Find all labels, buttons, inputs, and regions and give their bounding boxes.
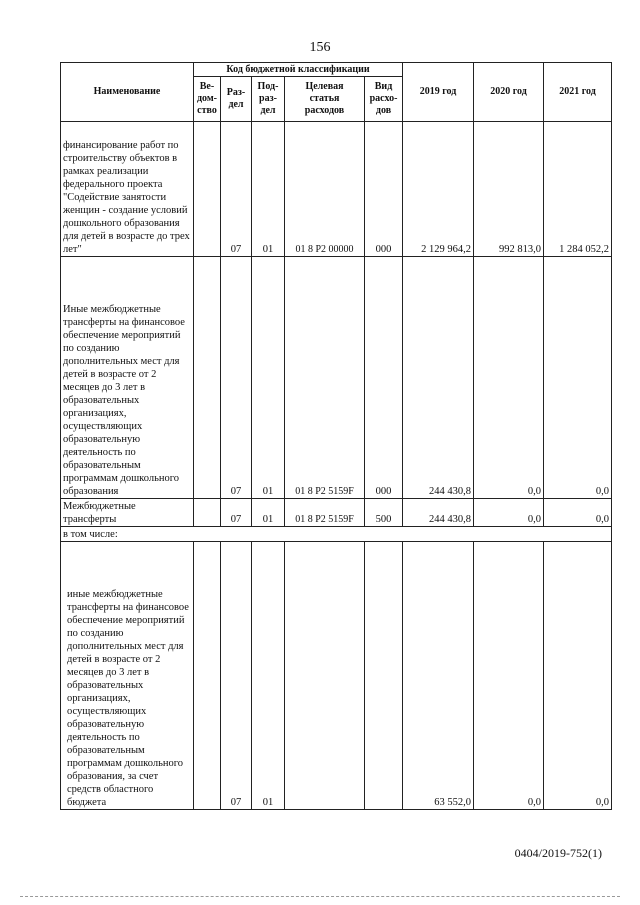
table-row — [61, 257, 612, 499]
row-section: 07 — [221, 542, 252, 810]
row-kind: 000 — [365, 122, 403, 257]
header-dept: Ве- дом- ство — [194, 77, 221, 122]
row-subsection: 01 — [252, 257, 285, 499]
row-2020: 992 813,0 — [474, 122, 544, 257]
header-classification: Код бюджетной классификации — [194, 63, 403, 77]
row-subsection: 01 — [252, 499, 285, 527]
row-2021: 1 284 052,2 — [544, 122, 612, 257]
row-2021: 0,0 — [544, 542, 612, 810]
row-dept — [194, 257, 221, 499]
page-number: 156 — [309, 40, 331, 55]
row-2019: 244 430,8 — [403, 499, 474, 527]
row-section: 07 — [221, 257, 252, 499]
header-name: Наименование — [61, 63, 194, 122]
row-name: в том числе: — [61, 527, 612, 542]
page-bottom-divider — [20, 896, 620, 897]
table-row — [61, 499, 612, 527]
row-dept — [194, 122, 221, 257]
row-kind: 500 — [365, 499, 403, 527]
row-dept — [194, 542, 221, 810]
row-name: финансирование работ по строительству объектов в рамках реализации федерального проекта "Содействие занятости женщин - создание условий дошкольного образования для детей в возрасте до трех лет" — [61, 122, 194, 257]
row-dept — [194, 499, 221, 527]
row-2020: 0,0 — [474, 257, 544, 499]
row-name: Межбюджетные трансферты — [61, 499, 194, 527]
row-2019: 63 552,0 — [403, 542, 474, 810]
header-target: Целевая статья расходов — [285, 77, 365, 122]
row-2019: 2 129 964,2 — [403, 122, 474, 257]
row-2020: 0,0 — [474, 542, 544, 810]
row-section: 07 — [221, 122, 252, 257]
row-section: 07 — [221, 499, 252, 527]
row-2021: 0,0 — [544, 257, 612, 499]
budget-table — [60, 62, 612, 810]
row-kind: 000 — [365, 257, 403, 499]
header-subsection: Под- раз- дел — [252, 77, 285, 122]
row-name: Иные межбюджетные трансферты на финансовое обеспечение мероприятий по созданию дополнительных мест для детей в возрасте от 2 месяцев до 3 лет в образовательных организациях, осуществляющих образовательную деятельность по образовательным программам дошкольного образования — [61, 257, 194, 499]
row-target: 01 8 P2 5159F — [285, 499, 365, 527]
row-target: 01 8 P2 00000 — [285, 122, 365, 257]
row-kind — [365, 542, 403, 810]
row-target — [285, 542, 365, 810]
row-target: 01 8 P2 5159F — [285, 257, 365, 499]
row-name: иные межбюджетные трансферты на финансовое обеспечение мероприятий по созданию дополнительных мест для детей в возрасте от 2 месяцев до 3 лет в образовательных организациях, осуществляющих образовательную деятельность по образовательным программам дошкольного образования, за счет средств областного бюджета — [61, 542, 194, 810]
header-kind: Вид расхо- дов — [365, 77, 403, 122]
row-subsection: 01 — [252, 542, 285, 810]
header-2020: 2020 год — [474, 63, 544, 122]
header-2019: 2019 год — [403, 63, 474, 122]
header-section: Раз- дел — [221, 77, 252, 122]
header-2021: 2021 год — [544, 63, 612, 122]
table-row — [61, 122, 612, 257]
table-row — [61, 542, 612, 810]
document-code: 0404/2019-752(1) — [514, 846, 602, 860]
row-2020: 0,0 — [474, 499, 544, 527]
row-2019: 244 430,8 — [403, 257, 474, 499]
row-subsection: 01 — [252, 122, 285, 257]
table-row — [61, 527, 612, 542]
row-2021: 0,0 — [544, 499, 612, 527]
